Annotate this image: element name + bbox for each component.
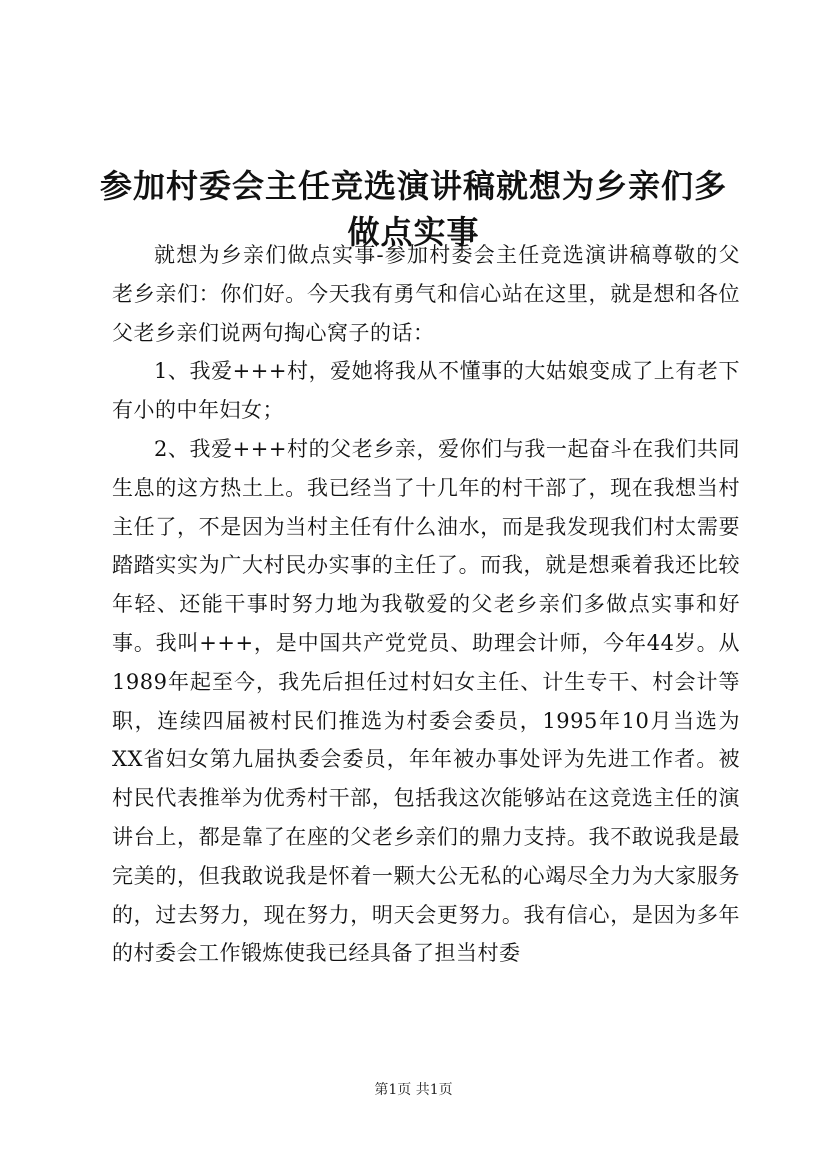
paragraph-point-1: 1、我爱+++村，爱她将我从不懂事的大姑娘变成了上有老下有小的中年妇女； [112, 359, 740, 423]
page-footer: 第1页 共1页 [374, 1082, 453, 1098]
document-title: 参加村委会主任竞选演讲稿就想为乡亲们多做点实事 [100, 167, 728, 252]
paragraph-point-2: 2、我爱+++村的父老乡亲，爱你们与我一起奋斗在我们共同生息的这方热土上。我已经当了十几年的村干部了，现在我想当村主任了，不是因为当村主任有什么油水，而是我发现我们村太需要踏踏实实为广大村民办实事的主任了。而我，就是想乘着我还比较年轻、还能干事时努力地为我敬爱的父老乡亲们多做点实事和好事。我叫+++，是中国共产党党员、助理会计师，今年44岁。从1989年起至今，我先后担任过村妇女主任、计生专干、村会计等职，连续四届被村民们推选为村委会委员，1995年10月当选为XX省妇女第九届执委会委员，年年被办事处评为先进工作者。被村民代表推举为优秀村干部，包括我这次能够站在这竞选主任的演讲台上，都是靠了在座的父老乡亲们的鼎力支持。我不敢说我是最完美的，但我敢说我是怀着一颗大公无私的心竭尽全力为大家服务的，过去努力，现在努力，明天会更努力。我有信心，是因为多年的村委会工作锻炼使我已经具备了担当村委 [112, 436, 740, 966]
paragraph-greeting: 就想为乡亲们做点实事-参加村委会主任竞选演讲稿尊敬的父老乡亲们：你们好。今天我有勇气和信心站在这里，就是想和各位父老乡亲们说两句掏心窝子的话： [112, 243, 740, 345]
document-body [112, 236, 740, 973]
